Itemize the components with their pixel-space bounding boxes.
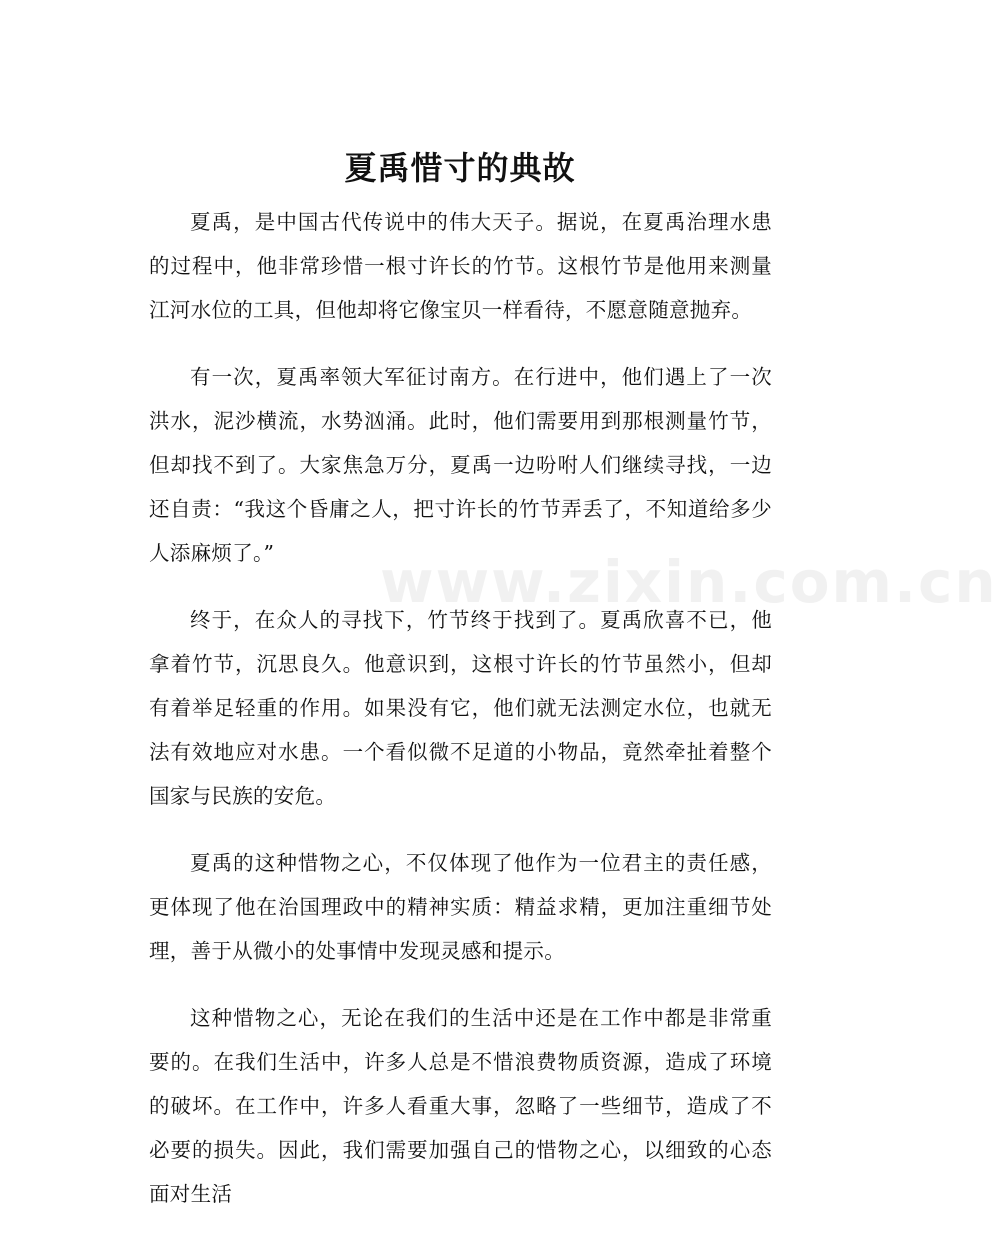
paragraph-4: 夏禹的这种惜物之心，不仅体现了他作为一位君主的责任感，更体现了他在治国理政中的精神实质：精益求精，更加注重细节处理，善于从微小的处事情中发现灵感和提示。 bbox=[149, 851, 772, 963]
document-title: 夏禹惜寸的典故 bbox=[344, 149, 576, 187]
document-body bbox=[149, 200, 772, 1239]
watermark: www.zixin.com.cn bbox=[380, 548, 998, 616]
paragraph-5: 这种惜物之心，无论在我们的生活中还是在工作中都是非常重要的。在我们生活中，许多人总是不惜浪费物质资源，造成了环境的破坏。在工作中，许多人看重大事，忽略了一些细节，造成了不必要的损失。因此，我们需要加强自己的惜物之心，以细致的心态面对生活 bbox=[149, 1006, 772, 1206]
paragraph-1: 夏禹，是中国古代传说中的伟大天子。据说，在夏禹治理水患的过程中，他非常珍惜一根寸许长的竹节。这根竹节是他用来测量江河水位的工具，但他却将它像宝贝一样看待，不愿意随意抛弃。 bbox=[149, 210, 772, 322]
paragraph-2: 有一次，夏禹率领大军征讨南方。在行进中，他们遇上了一次洪水，泥沙横流，水势汹涌。此时，他们需要用到那根测量竹节，但却找不到了。大家焦急万分，夏禹一边吩咐人们继续寻找，一边还自责：“我这个昏庸之人，把寸许长的竹节弄丢了，不知道给多少人添麻烦了。” bbox=[149, 365, 772, 565]
paragraph-3: 终于，在众人的寻找下，竹节终于找到了。夏禹欣喜不已，他拿着竹节，沉思良久。他意识到，这根寸许长的竹节虽然小，但却有着举足轻重的作用。如果没有它，他们就无法测定水位，也就无法有效地应对水患。一个看似微不足道的小物品，竟然牵扯着整个国家与民族的安危。 bbox=[149, 608, 772, 808]
